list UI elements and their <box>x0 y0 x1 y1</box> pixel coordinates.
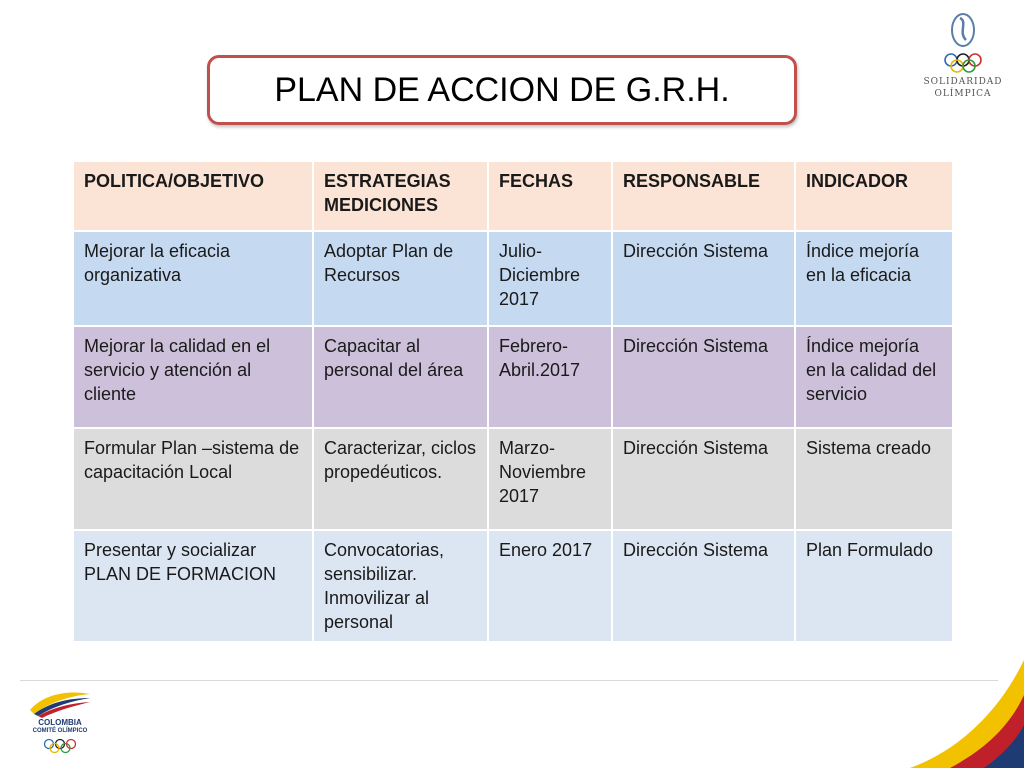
olympic-solidarity-icon <box>918 10 1008 76</box>
logo-text-olimpica: OLÍMPICA <box>934 89 992 99</box>
page-title: PLAN DE ACCION DE G.R.H. <box>274 70 730 109</box>
logo-text-comite-olimpico: COMITÉ OLÍMPICO <box>32 728 88 734</box>
cell-politica-objetivo: Mejorar la calidad en el servicio y atención al cliente <box>73 326 313 428</box>
table-header-row <box>73 161 953 231</box>
table-row <box>73 428 953 530</box>
cell-responsable: Dirección Sistema <box>612 231 795 326</box>
cell-responsable: Dirección Sistema <box>612 326 795 428</box>
table-row <box>73 326 953 428</box>
logo-text-solidaridad: SOLIDARIDAD <box>923 77 1003 87</box>
cell-indicador: Sistema creado <box>795 428 953 530</box>
cell-estrategias-mediciones: Caracterizar, ciclos propedéuticos. <box>313 428 488 530</box>
cell-politica-objetivo: Mejorar la eficacia organizativa <box>73 231 313 326</box>
cell-responsable: Dirección Sistema <box>612 428 795 530</box>
cell-fechas: Julio-Diciembre 2017 <box>488 231 612 326</box>
table-row <box>73 530 953 642</box>
olympic-rings-icon <box>42 738 78 754</box>
colombian-olympic-committee-logo <box>24 688 104 760</box>
cell-estrategias-mediciones: Capacitar al personal del área <box>313 326 488 428</box>
olympic-solidarity-logo <box>918 10 1008 105</box>
cell-indicador: Índice mejoría en la calidad del servicio <box>795 326 953 428</box>
cell-politica-objetivo: Formular Plan –sistema de capacitación Local <box>73 428 313 530</box>
footer-divider <box>20 680 998 681</box>
header-indicador: INDICADOR <box>795 161 953 231</box>
header-fechas: FECHAS <box>488 161 612 231</box>
action-plan-table <box>72 160 954 643</box>
header-responsable: RESPONSABLE <box>612 161 795 231</box>
corner-decoration <box>880 640 1024 768</box>
colombia-flag-swoosh-icon <box>24 688 96 718</box>
cell-fechas: Enero 2017 <box>488 530 612 642</box>
header-estrategias-mediciones: ESTRATEGIAS MEDICIONES <box>313 161 488 231</box>
cell-fechas: Febrero-Abril.2017 <box>488 326 612 428</box>
table-row <box>73 231 953 326</box>
cell-indicador: Plan Formulado <box>795 530 953 642</box>
cell-fechas: Marzo-Noviembre 2017 <box>488 428 612 530</box>
cell-politica-objetivo: Presentar y socializar PLAN DE FORMACION <box>73 530 313 642</box>
cell-responsable: Dirección Sistema <box>612 530 795 642</box>
cell-estrategias-mediciones: Convocatorias, sensibilizar. Inmovilizar al personal <box>313 530 488 642</box>
header-politica-objetivo: POLITICA/OBJETIVO <box>73 161 313 231</box>
logo-text-colombia: COLOMBIA <box>38 718 82 727</box>
cell-indicador: Índice mejoría en la eficacia <box>795 231 953 326</box>
title-box <box>207 55 797 125</box>
cell-estrategias-mediciones: Adoptar Plan de Recursos <box>313 231 488 326</box>
